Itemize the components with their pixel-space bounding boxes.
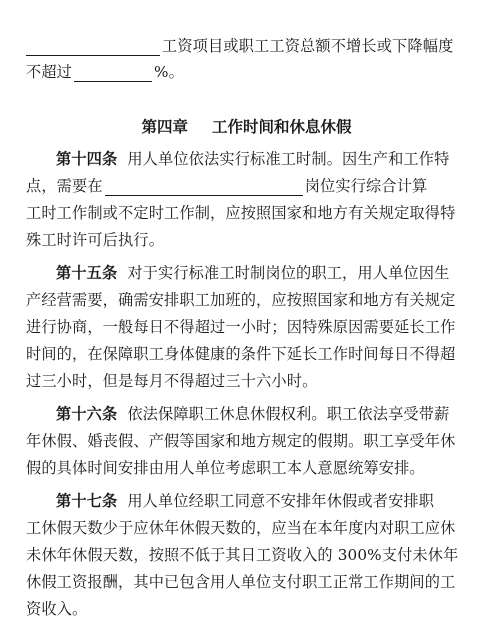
article-17-line-3: 未休年休假天数，按照不低于其日工资收入的 300%支付未休年	[26, 546, 459, 564]
fill-in-blank-3	[105, 180, 303, 196]
article-17-line-5: 资收入。	[26, 600, 88, 618]
article-14-line-2	[26, 176, 471, 196]
chapter-heading	[0, 117, 493, 137]
fill-in-blank-1	[26, 40, 160, 56]
chapter-number: 第四章	[141, 118, 188, 136]
article-14-line-4: 殊工时许可后执行。	[26, 231, 165, 249]
text-segment: 依法保障职工休息休假权利。职工依法享受带薪	[127, 405, 450, 423]
article-16-line-3: 假的具体时间安排由用人单位考虑职工本人意愿统筹安排。	[26, 459, 425, 477]
article-14-line-1	[56, 149, 471, 169]
article-15-line-3: 进行协商，一般每日不得超过一小时；因特殊原因需要延长工作	[26, 318, 456, 336]
text-segment: %。	[154, 63, 184, 81]
article-14-label: 第十四条	[56, 150, 118, 168]
article-15-line-5: 过三小时，但是每月不得超过三十六小时。	[26, 372, 318, 390]
article-15-line-4: 时间的，在保障职工身体健康的条件下延长工作时间每日不得超	[26, 345, 456, 363]
article-17-line-4: 休假工资报酬，其中已包含用人单位支付职工正常工作期间的工	[26, 573, 456, 591]
chapter-title: 工作时间和休息休假	[212, 118, 352, 136]
article-15-label: 第十五条	[56, 264, 118, 282]
article-16-line-1	[56, 404, 471, 424]
text-line-1	[26, 36, 471, 56]
text-segment: 用人单位依法实行标准工时制。因生产和工作特	[127, 150, 450, 168]
article-17-label: 第十七条	[56, 492, 118, 510]
article-17-line-2: 工休假天数少于应休年休假天数的，应当在本年度内对职工应休	[26, 519, 456, 537]
text-segment: 不超过	[26, 63, 73, 81]
text-segment: 用人单位经职工同意不安排年休假或者安排职	[127, 492, 435, 510]
article-16-label: 第十六条	[56, 405, 118, 423]
text-segment: 工资项目或职工工资总额不增长或下降幅度	[162, 37, 454, 55]
text-segment: 岗位实行综合计算	[304, 177, 428, 195]
article-15-line-1	[56, 263, 471, 283]
text-segment: 对于实行标准工时制岗位的职工，用人单位因生	[127, 264, 450, 282]
text-line-2	[26, 62, 471, 82]
text-segment: 点，需要在	[26, 177, 103, 195]
article-17-line-1	[56, 491, 471, 511]
fill-in-blank-2	[74, 66, 152, 82]
article-15-line-2: 产经营需要，确需安排职工加班的，应按照国家和地方有关规定	[26, 291, 456, 309]
article-16-line-2: 年休假、婚丧假、产假等国家和地方规定的假期。职工享受年休	[26, 432, 456, 450]
article-14-line-3: 工时工作制或不定时工作制，应按照国家和地方有关规定取得特	[26, 204, 456, 222]
